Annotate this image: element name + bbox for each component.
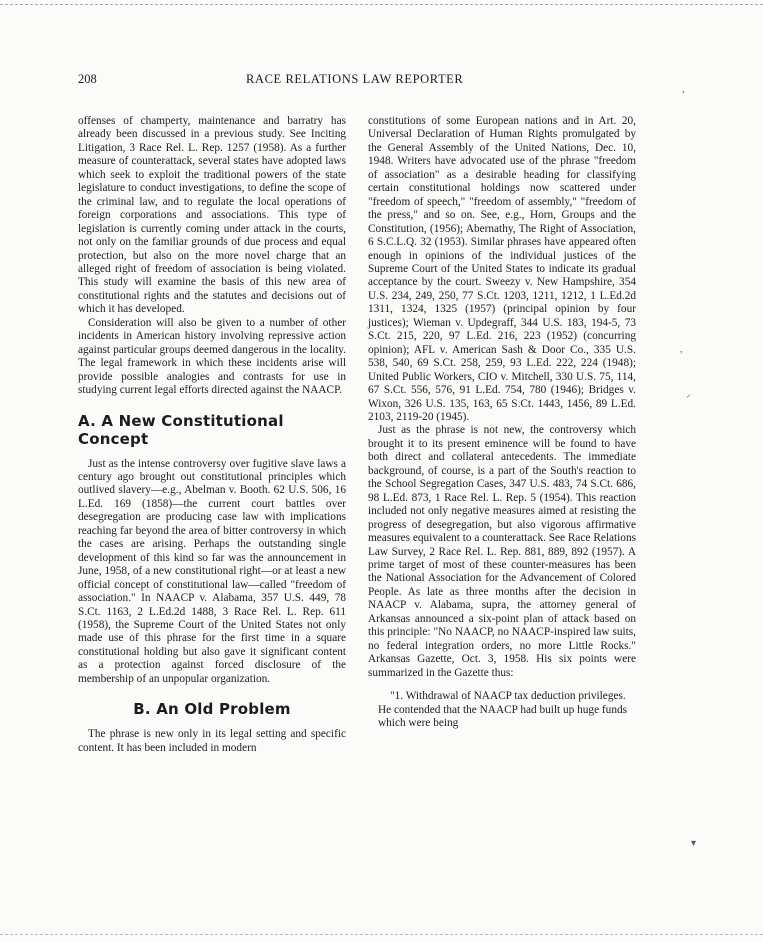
right-paragraph-2: Just as the phrase is not new, the controversy which brought it to its present eminence will be found to have both direct and collateral antecedents. The immediate background, of course, is a part of the South's reaction to the School Segregation Cases, 347 U.S. 483, 74 S.Ct. 686, 98 L.Ed. 873, 1 Race Rel. L. Rep. 5 (1954). This reaction included not only negative measures aimed at resisting the progress of desegregation, but also vigorous affirmative measures equivalent to a counterattack. See Race Relations Law Survey, 2 Race Rel. L. Rep. 881, 889, 892 (1957). A prime target of most of these counter-measures has been the National Association for the Advancement of Colored People. As late as three months after the decision in NAACP v. Alabama, supra, the attorney general of Arkansas announced a six-point plan of attack based on this principle: "No NAACP, no NAACP-inspired law suits, no federal integration orders, no more Little Rocks." Arkansas Gazette, Oct. 3, 1958. His six points were summarized in the Gazette thus: [368, 424, 636, 679]
margin-speck: ⸝ [686, 389, 691, 400]
left-paragraph-1: offenses of champerty, maintenance and barratry has already been discussed in a previous study. See Inciting Litigation, 3 Race Rel. L. Rep. 1257 (1958). As a further measure of counterattack, several states have adopted laws which seek to exploit the traditional powers of the state legislature to conduct investigations, to define the scope of the criminal law, and to regulate the local operations of foreign corporations and associations. This type of legislation is currently coming under attack in the courts, not only on the familiar grounds of due process and equal protection, but also on the more novel charge that an alleged right of freedom of association is being violated. This study will examine the basis of this new area of constitutional rights and the statutes and decisions out of which it has developed. [78, 115, 346, 316]
left-paragraph-4: The phrase is new only in its legal setting and specific content. It has been included in modern [78, 728, 346, 754]
left-column [78, 115, 346, 755]
page-header [78, 72, 638, 90]
right-paragraph-1: constitutions of some European nations and in Art. 20, Universal Declaration of Human Rights promulgated by the General Assembly of the United Nations, Dec. 10, 1948. Writers have advocated use of the phrase "freedom of association" as a desirable heading for classifying certain constitutional holdings now scattered under "freedom of speech," "freedom of assembly," "freedom of the press," and so on. See, e.g., Horn, Groups and the Constitution, (1956); Abernathy, The Right of Association, 6 S.C.L.Q. 32 (1953). Similar phrases have appeared often enough in opinions of the individual justices of the Supreme Court of the United States to indicate its gradual acceptance by the court. Sweezy v. New Hampshire, 354 U.S. 234, 249, 250, 77 S.Ct. 1203, 1211, 1212, 1 L.Ed.2d 1311, 1324, 1325 (1957) (principal opinion by four justices); Wieman v. Updegraff, 344 U.S. 183, 194-5, 73 S.Ct. 215, 220, 97 L.Ed. 216, 223 (1952) (concurring opinion); AFL v. American Sash & Door Co., 335 U.S. 538, 540, 69 S.Ct. 258, 259, 93 L.Ed. 222, 224 (1948); United Public Workers, CIO v. Mitchell, 330 U.S. 75, 114, 67 S.Ct. 556, 576, 91 L.Ed. 754, 780 (1946); Bridges v. Wixon, 326 U.S. 135, 163, 65 S.Ct. 1443, 1456, 89 L.Ed. 2103, 2119-20 (1945). [368, 115, 636, 423]
running-head: RACE RELATIONS LAW REPORTER [246, 72, 464, 86]
bottom-edge-rule [0, 934, 763, 935]
margin-speck: , [682, 84, 685, 95]
block-quote: "1. Withdrawal of NAACP tax deduction privileges. He contended that the NAACP had built up huge funds which were being [378, 690, 628, 730]
right-column [368, 115, 636, 731]
margin-speck: , [680, 344, 683, 355]
section-heading-a: A. A New Constitutional Concept [78, 411, 284, 448]
section-heading-b: B. An Old Problem [133, 700, 291, 719]
page-number: 208 [78, 72, 97, 86]
left-paragraph-3: Just as the intense controversy over fugitive slave laws a century ago brought out constitutional principles which outlived slavery—e.g., Abelman v. Booth. 62 U.S. 506, 16 L.Ed. 169 (1858)—the current court battles over desegregation are producing case law with implications reaching far beyond the area of bitter controversy in which the cases are arising. Perhaps the outstanding single development of this kind so far was the announcement in June, 1958, of a new constitutional right—or at least a new official concept of constitutional law—called "freedom of association." In NAACP v. Alabama, 357 U.S. 449, 78 S.Ct. 1163, 2 L.Ed.2d 1488, 3 Race Rel. L. Rep. 611 (1958), the Supreme Court of the United States not only made use of this phrase for the first time in a square constitutional holding but also gave it significant content as a protection against forced disclosure of the membership of an unpopular organization. [78, 457, 346, 685]
top-edge-rule [0, 4, 763, 5]
margin-speck: ▾ [691, 838, 697, 849]
left-paragraph-2: Consideration will also be given to a number of other incidents in American history involving repressive action against particular groups deemed dangerous in the locality. The legal framework in which these incidents arise will provide possible analogies and contrasts for use in studying current legal efforts directed against the NAACP. [78, 316, 346, 397]
